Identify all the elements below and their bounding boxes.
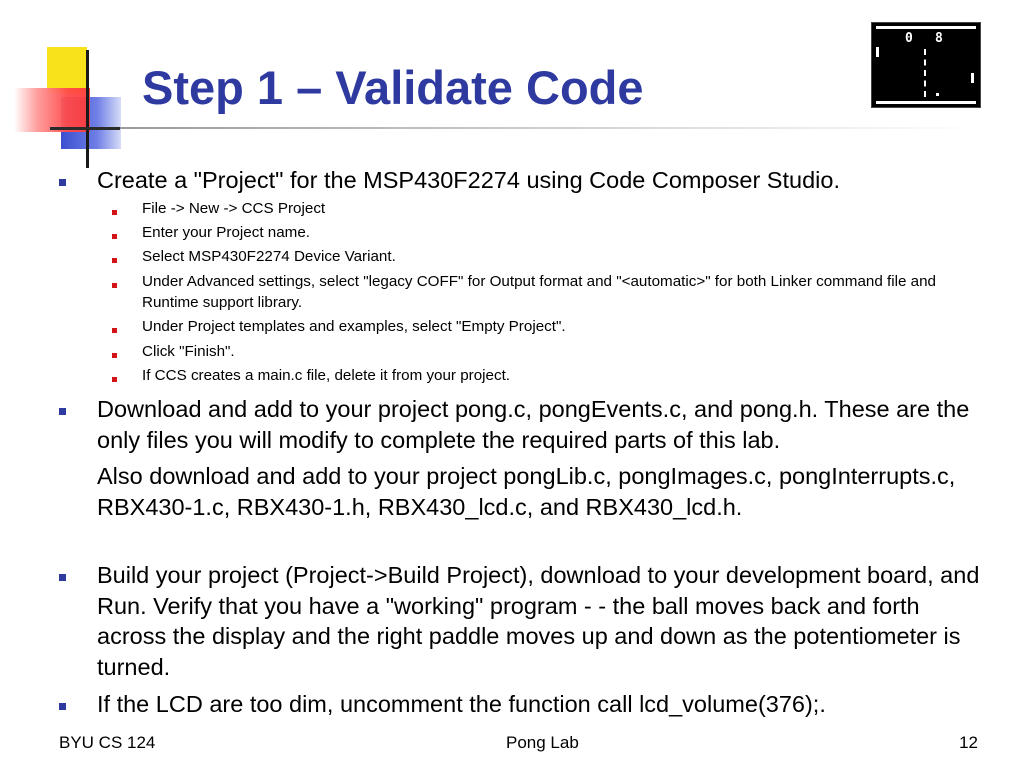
sub-bullet-text: Under Advanced settings, select "legacy COFF" for Output format and "<automatic>" for both Linker command file and Runtime support library.: [142, 273, 936, 311]
footer-title: Pong Lab: [506, 733, 579, 752]
sub-bullet-marker: [112, 377, 117, 382]
decor-vertical-line: [86, 50, 89, 168]
pong-score-right: 8: [935, 31, 943, 46]
sub-bullet-text: If CCS creates a main.c file, delete it from your project.: [142, 367, 511, 384]
pong-game-image: [871, 22, 981, 108]
bullet-marker: [59, 408, 66, 415]
footer-page-number: 12: [959, 733, 978, 752]
sub-bullet-marker: [112, 283, 117, 288]
sub-bullet-marker: [112, 234, 117, 239]
sub-bullet-text: Click "Finish".: [142, 343, 235, 360]
bullet-text: Download and add to your project pong.c, pongEvents.c, and pong.h. These are the only files you will modify to complete the required parts of this lab.: [97, 396, 970, 453]
bullet-text: If the LCD are too dim, uncomment the function call lcd_volume(376);.: [97, 691, 826, 717]
sub-bullet-text: Enter your Project name.: [142, 224, 310, 241]
sub-bullet-marker: [112, 210, 117, 215]
bullet-text: Create a "Project" for the MSP430F2274 using Code Composer Studio.: [97, 167, 840, 193]
sub-bullet-marker: [112, 353, 117, 358]
decor-yellow-block: [47, 47, 87, 93]
pong-ball: [936, 93, 939, 96]
pong-right-paddle: [971, 73, 974, 83]
bullet-text: Build your project (Project->Build Project), download to your development board, and Run. Verify that you have a "working" program - - the ball moves back and forth across the display and the right paddle moves up and down as the potentiometer is turned.: [97, 562, 980, 680]
sub-bullet-marker: [112, 258, 117, 263]
pong-score-left: 0: [905, 31, 913, 46]
continuation-text: Also download and add to your project pongLib.c, pongImages.c, pongInterrupts.c, RBX430-1.c, RBX430-1.h, RBX430_lcd.c, and RBX430_lcd.h.: [97, 463, 956, 520]
title-rule: [120, 127, 980, 129]
pong-bottom-wall: [876, 101, 976, 104]
slide-title: Step 1 – Validate Code: [142, 61, 644, 114]
pong-left-paddle: [876, 47, 879, 57]
pong-net: [924, 49, 928, 97]
decor-horizontal-line: [50, 127, 120, 130]
pong-top-wall: [876, 26, 976, 29]
footer-course: BYU CS 124: [59, 733, 156, 752]
bullet-marker: [59, 574, 66, 581]
bullet-marker: [59, 179, 66, 186]
sub-bullet-marker: [112, 328, 117, 333]
decor-red-block: [14, 88, 90, 132]
sub-bullet-text: Select MSP430F2274 Device Variant.: [142, 248, 396, 265]
sub-bullet-text: File -> New -> CCS Project: [142, 200, 326, 217]
bullet-marker: [59, 703, 66, 710]
sub-bullet-text: Under Project templates and examples, select "Empty Project".: [142, 318, 566, 335]
